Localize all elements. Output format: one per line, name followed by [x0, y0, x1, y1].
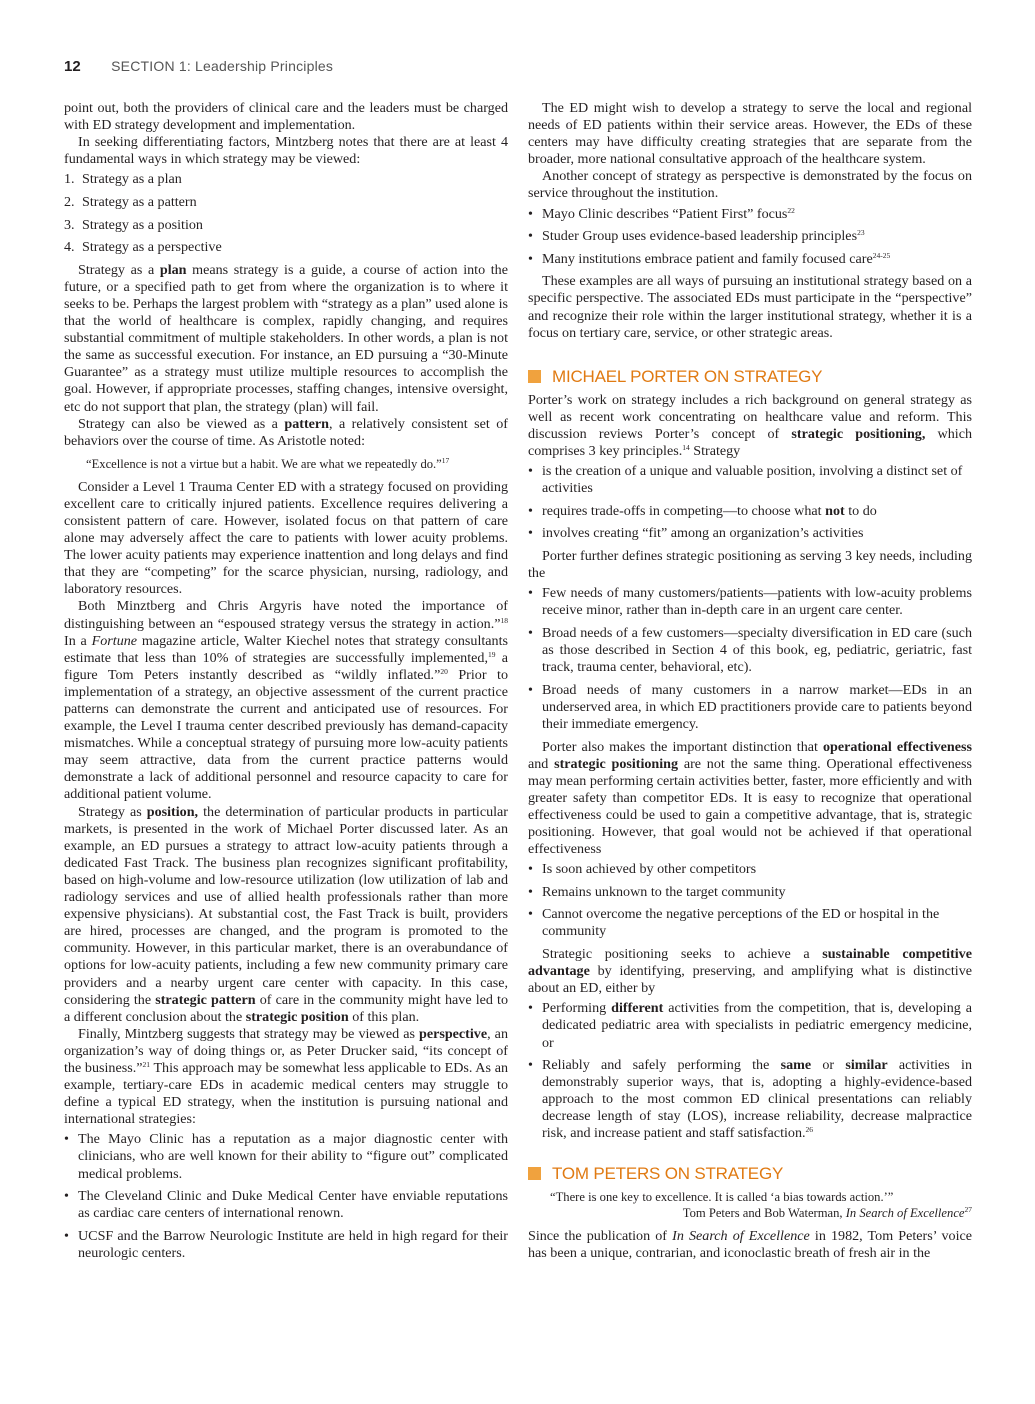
section-heading: TOM PETERS ON STRATEGY	[528, 1165, 972, 1182]
list-item: • is the creation of a unique and valuable position, involving a distinct set of activities	[528, 463, 963, 497]
list-item: • Studer Group uses evidence-based leadership principles$^{23}$	[528, 228, 865, 245]
paragraph: Porter’s work on strategy includes a rich background on general strategy as well as recent work concentrating on healthcare value and reform. This discussion reviews Porter’s concept of strategic positioning, which comprises 3 key principles.$^{14}$ Strategy	[528, 391, 973, 460]
list-item: • UCSF and the Barrow Neurologic Institute are held in high regard for their neurologic centers.	[64, 1227, 508, 1261]
right-column	[528, 100, 972, 1262]
list-item: 3. Strategy as a position	[64, 216, 203, 233]
section-heading: MICHAEL PORTER ON STRATEGY	[528, 368, 972, 385]
paragraph: point out, both the providers of clinical care and the leaders must be charged with ED strategy development and implementation.	[64, 100, 508, 134]
paragraph: In seeking differentiating factors, Mintzberg notes that there are at least 4 fundamental ways in which strategy may be viewed:	[64, 134, 508, 168]
list-item: 4. Strategy as a perspective	[64, 239, 222, 256]
list-item: • Few needs of many customers/patients—patients with low-acuity problems receive minor, rather than in-depth care in an urgent care center.	[528, 585, 972, 619]
numbered-list	[64, 171, 508, 256]
left-column	[64, 100, 508, 1268]
paragraph: Finally, Mintzberg suggests that strategy may be viewed as perspective, an organization’s way of doing things or, as Peter Drucker said, “its concept of the business.”$^{21}$ This approach may be somewhat less applicable to EDs. As an example, tertiary-care EDs in academic medical centers may struggle to define a typical ED strategy, when the institution is pursuing national and international strategies:	[64, 1025, 508, 1128]
bullet-list	[528, 861, 972, 940]
paragraph: Consider a Level 1 Trauma Center ED with a strategy focused on providing excellent care to critically injured patients. Excellence requires delivering a consistent pattern of care. However, isolated focus on that pattern of care alone may adversely affect the care to patients with lower acuity problems. The lower acuity patients may experience inattention and long delays and find that they are “competing” for the scarce physician, nursing, radiology, and laboratory resources.	[64, 478, 508, 598]
list-item: • involves creating “fit” among an organization’s activities	[528, 525, 864, 542]
section-title: SECTION 1: Leadership Principles	[111, 58, 334, 74]
heading-square-icon	[528, 1167, 541, 1180]
list-item: 2. Strategy as a pattern	[64, 193, 197, 210]
list-item: • Many institutions embrace patient and family focused care$^{24-25}$	[528, 250, 891, 267]
running-head	[64, 58, 333, 76]
bullet-list	[64, 1131, 508, 1262]
paragraph: Strategy as position, the determination of particular products in particular markets, is presented in the work of Michael Porter discussed later. As an example, an ED pursues a strategy to attract low-acuity patients through a dedicated Fast Track. The business plan recognizes significant profitability, based on high-volume and low-resource utilization (low utilization of lab and radiology services and use of allied health professionals rather than more expensive physicians). At substantial cost, the Fast Track is built, providers are hired, processes are changed, and the program is promoted to the community. However, in this particular market, there is an overabundance of options for low-acuity patients, including a few new community primary care providers and a nearby urgent care center with capacity. In this case, considering the strategic pattern of care in the community might have led to a different conclusion about the strategic position of this plan.	[64, 803, 509, 1025]
epigraph	[550, 1189, 972, 1221]
list-item: • Is soon achieved by other competitors	[528, 861, 757, 878]
list-item: • Cannot overcome the negative perceptions of the ED or hospital in the community	[528, 906, 940, 940]
list-item: • The Mayo Clinic has a reputation as a major diagnostic center with clinicians, who are well known for their ability to “figure out” complicated medical problems.	[64, 1131, 508, 1182]
paragraph: Strategic positioning seeks to achieve a sustainable competitive advantage by identifying, preserving, and amplifying what is distinctive about an ED, either by	[528, 946, 972, 997]
list-item: • The Cleveland Clinic and Duke Medical Center have enviable reputations as cardiac care centers of international renown.	[64, 1188, 508, 1222]
paragraph: Porter also makes the important distinction that operational effectiveness and strategic positioning are not the same thing. Operational effectiveness may mean performing certain activities better, faster, more efficiently and with greater safety than competitor EDs. It is easy to recognize that operational effectiveness could be used to gain a competitive advantage, that is, strategic positioning. However, that goal would not be achieved if that operational effectiveness	[528, 738, 972, 858]
list-item: • Remains unknown to the target community	[528, 883, 786, 900]
epigraph-quote: “There is one key to excellence. It is called ‘a bias towards action.’”	[550, 1189, 894, 1204]
paragraph: Strategy as a plan means strategy is a guide, a course of action into the future, or a specified path to get from where the organization is to where it seeks to be. Perhaps the largest problem with “strategy as a plan” used alone is that the world of healthcare is complex, rapidly changing, and requires substantial commitment of multiple stakeholders. In other words, a plan is not the same as successful execution. For instance, an ED pursuing a “30-Minute Guarantee” as a strategy must utilize multiple resources to accomplish the goal. However, if appropriate processes, staffing changes, intensive oversight, etc do not support that plan, the strategy (plan) will fail.	[64, 261, 508, 415]
list-item: • requires trade-offs in competing—to choose what not to do	[528, 502, 877, 519]
paragraph: Strategy can also be viewed as a pattern, a relatively consistent set of behaviors over the course of time. As Aristotle noted:	[64, 415, 508, 449]
bullet-list	[528, 206, 972, 268]
paragraph: These examples are all ways of pursuing an institutional strategy based on a specific perspective. The associated EDs must participate in the “perspective” and recognize their role within the larger institutional strategy, whether it is a focus on tertiary care, service, or other strategic areas.	[528, 273, 972, 341]
list-item: • Mayo Clinic describes “Patient First” focus$^{22}$	[528, 205, 795, 222]
list-item: • Performing different activities from the competition, that is, developing a dedicated pediatric area with specialists in pediatric emergency medicine, or	[528, 1000, 972, 1051]
list-item: • Broad needs of a few customers—specialty diversification in ED care (such as those described in Section 4 of this book, eg, pediatric, geriatric, fast track, trauma center, behavioral, etc).	[528, 624, 972, 676]
bullet-list	[528, 463, 972, 542]
quote: “Excellence is not a virtue but a habit. We are what we repeatedly do.”$^{17}$	[86, 455, 450, 471]
paragraph: The ED might wish to develop a strategy to serve the local and regional needs of ED patients within their service areas. However, the EDs of these centers may have difficulty creating strategies that are separate from the broader, more national consultative approach of the healthcare system.	[528, 100, 972, 168]
list-item: • Reliably and safely performing the same or similar activities in demonstrably superior ways, that is, adopting a highly-evidence-based approach to the most common ED clinical presentations can reliably decrease length of stay (LOS), increase reliability, decrease malpractice risk, and increase patient and staff satisfaction.$^{26}$	[528, 1057, 972, 1142]
paragraph: Another concept of strategy as perspective is demonstrated by the focus on service throughout the institution.	[528, 168, 972, 202]
list-item: 1. Strategy as a plan	[64, 171, 182, 188]
bullet-list	[528, 1000, 972, 1142]
page-number: 12	[64, 58, 81, 75]
list-item: • Broad needs of many customers in a narrow market—EDs in an underserved area, in which ED practitioners provide care to patients beyond their immediate emergency.	[528, 681, 972, 732]
heading-square-icon	[528, 370, 541, 383]
paragraph: Since the publication of In Search of Excellence in 1982, Tom Peters’ voice has been a unique, contrarian, and iconoclastic breath of fresh air in the	[528, 1227, 973, 1261]
bullet-list	[528, 585, 972, 733]
paragraph: Both Minztberg and Chris Argyris have noted the importance of distinguishing between an “espoused strategy versus the strategy in action.”$^{18}$ In a Fortune magazine article, Walter Kiechel notes that strategy consultants estimate that less than 10% of strategies are successfully implemented,$^{19}$ a figure Tom Peters instantly described as “wildly inflated.”$^{20}$ Prior to implementation of a strategy, an objective assessment of the current practice patterns can demonstrate the current and anticipated use of resources. For example, the Level I trauma center described previously has demand-capacity mismatches. While a conceptual strategy of pursuing more low-acuity patients may seem attractive, data from the current practice patterns would demonstrate a lack of additional personnel and resource capacity to care for additional patient volume.	[64, 598, 508, 803]
epigraph-attribution: Tom Peters and Bob Waterman, In Search of Excellence$^{27}$	[682, 1204, 972, 1220]
paragraph: Porter further defines strategic positioning as serving 3 key needs, including the	[528, 548, 972, 582]
